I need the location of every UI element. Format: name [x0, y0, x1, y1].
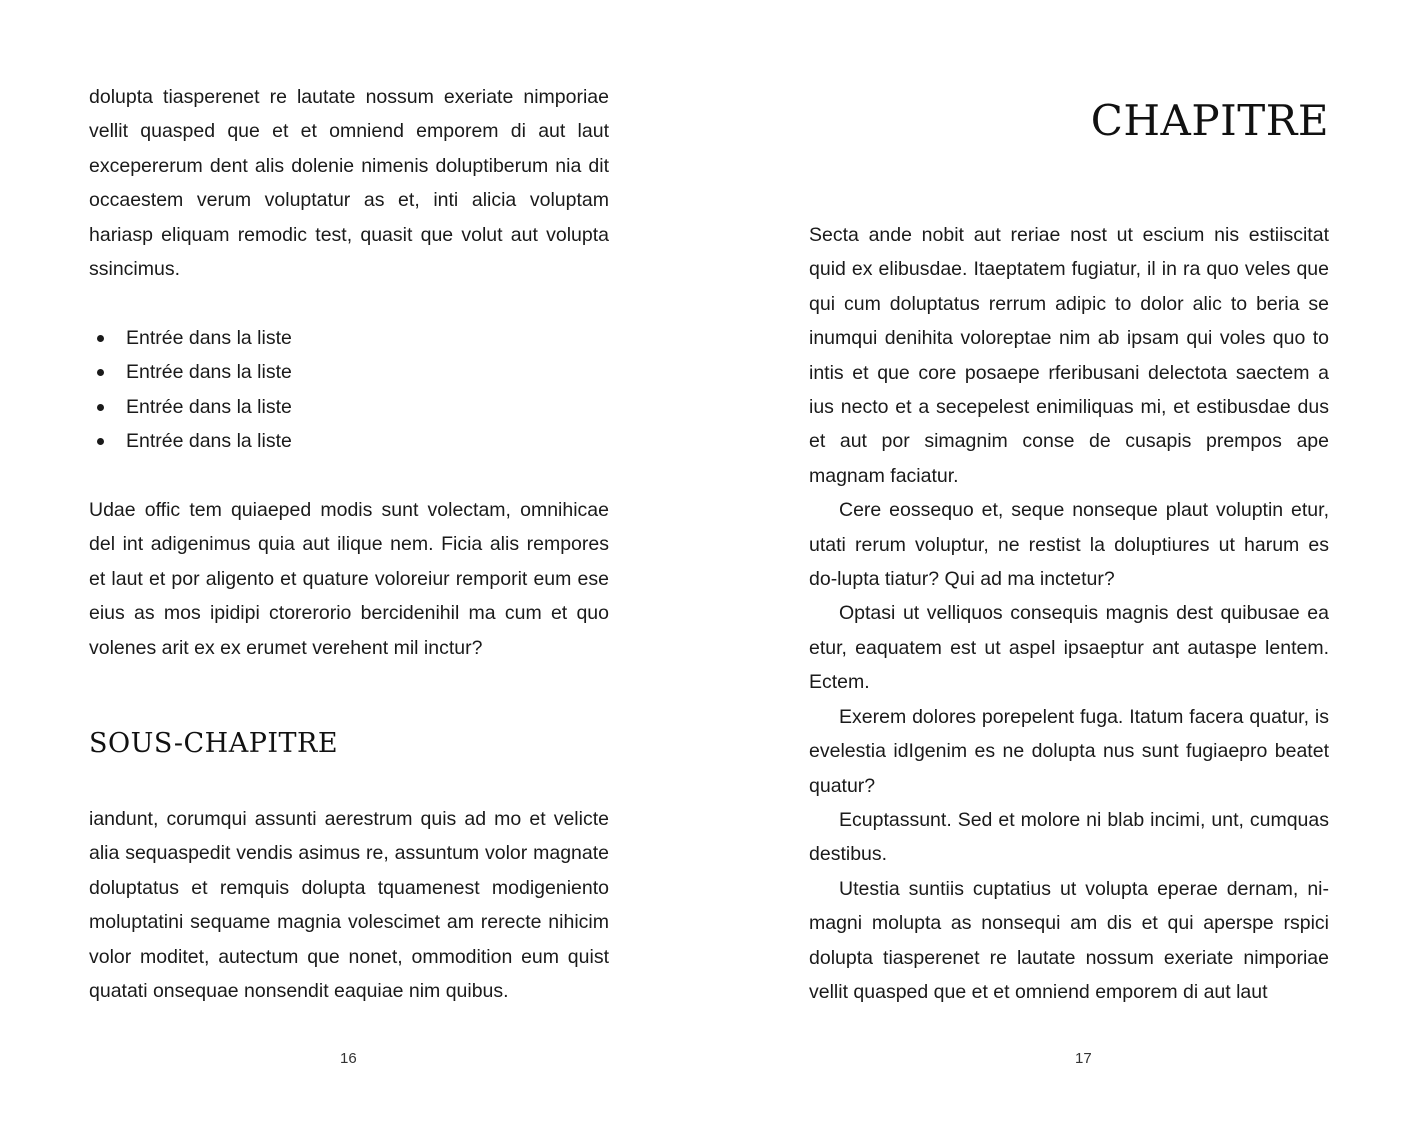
left-paragraph-1: dolupta tiasperenet re lautate nossum exeriate nimporiae vellit quasped que et et omniend emporem di aut laut excepererum dent alis dolenie nimenis doluptiberum nia dit occaestem verum voluptatur as et, inti alicia voluptam hariasp eliquam remodic test, quasit que volut aut volupta ssincimus.: [89, 86, 609, 281]
list-item-text: Entrée dans la liste: [126, 395, 292, 418]
list-item: [89, 424, 292, 458]
list-item: [89, 390, 292, 424]
bullet-icon: [97, 335, 104, 342]
right-paragraph-1: Secta ande nobit aut reriae nost ut escium nis estiiscitat quid ex elibusdae. Itaeptatem fugiatur, il in ra quo veles que qui cum doluptatus rerrum adipic to dolor alic to beria se inumqui denihita voloreptae nim ab ipsam qui voles quo to intis et que core posaepe rferibusani delectota saectem a ius necto et a secepelest enimiliquas mi, et estibusdae dus et aut por simagnim conse de cusapis prempos ape magnam faciatur.: [809, 224, 1329, 487]
list-item-text: Entrée dans la liste: [126, 327, 292, 349]
bullet-icon: [97, 369, 104, 376]
list-item: [89, 355, 292, 389]
left-paragraph-3: iandunt, corumqui assunti aerestrum quis ad mo et velicte alia sequaspedit vendis asimus re, assuntum volor magnate doluptatus et remquis dolupta tquamenest modigeniento moluptatini sequame magnia volescimet am rerecte nihicim volor moditet, autectum que nonet, ommodition eum quist quatati onsequae nonsendit eaquiae nim quibus.: [89, 808, 609, 1003]
right-paragraph-6: Utestia suntiis cuptatius ut volupta eperae dernam, ni-magni molupta as nonsequi am dis et qui aperspe rspici dolupta tiasperenet re lautate nossum exeriate nimporiae vellit quasped que et et omniend emporem di aut laut: [809, 877, 1329, 1003]
right-body: [809, 218, 1329, 1009]
left-page: [0, 0, 708, 1122]
right-paragraph-5: Ecuptassunt. Sed et molore ni blab incimi, unt, cumquas destibus.: [809, 808, 1329, 866]
list-item-text: Entrée dans la liste: [126, 430, 292, 453]
list-item-text: Entrée dans la liste: [126, 361, 292, 384]
bullet-list: [89, 321, 292, 459]
page-number-right: 17: [1075, 1050, 1092, 1067]
left-paragraph-2: Udae offic tem quiaeped modis sunt volectam, omnihicae del int adigenimus quia aut ilique nem. Ficia alis rempores et laut et por aligento et quature voloreiur remporit eum ese eius as mos ipidipi ctorerorio bercidenihil ma cum et quo volenes arit ex ex erumet verehent mil inctur?: [89, 499, 609, 659]
right-page: [709, 0, 1417, 1122]
bullet-icon: [97, 438, 104, 445]
chapter-title: CHAPITRE: [1090, 96, 1329, 145]
list-item: [89, 321, 292, 355]
page-number-left: 16: [340, 1050, 357, 1067]
right-paragraph-3: Optasi ut velliquos consequis magnis dest quibusae ea etur, eaquatem est ut aspel ipsaeptur ant autaspe lentem. Ectem.: [809, 602, 1329, 694]
right-paragraph-2: Cere eossequo et, seque nonseque plaut voluptin etur, utati rerum voluptur, ne restist la doluptiures ut harum es do-lupta tiatur? Qui ad ma inctetur?: [809, 499, 1329, 591]
bullet-icon: [97, 404, 104, 411]
subchapter-title: SOUS-CHAPITRE: [89, 728, 339, 759]
right-paragraph-4: Exerem dolores porepelent fuga. Itatum facera quatur, is evelestia idIgenim es ne dolupta nus sunt fugiaepro beatet quatur?: [809, 705, 1329, 797]
